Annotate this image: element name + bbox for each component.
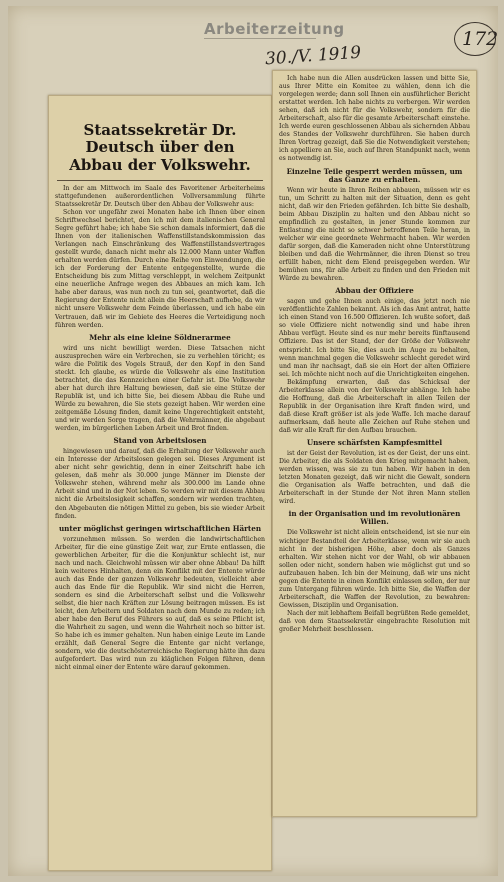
paragraph: sagen und gehe Ihnen auch einige, das jetzt noch nie veröffentlichte Zahlen bekannt. Als ich das Amt antrat, hatte ich einen Stand von 16.500 Offizieren. Ich wußte sofort, daß so viele Offiziere nicht notwendig sind und habe ihren Abbau verfügt. Heute sind es nur mehr bereits fünftausend Offiziere. Das ist der Stand, der der Größe der Volkswehr entspricht. Ich bitte Sie, dies auch im Auge zu behalten, wenn manchmal gegen die Volkswehr schlecht geredet wird und man ihr nachsagt, daß sie ein Hort der alten Offiziere sei. Ich möchte nicht noch auf die Unrichtigkeiten eingehen. xyxy=(279,298,471,378)
left-text-column xyxy=(49,185,271,673)
source-stamp: Arbeiterzeitung xyxy=(204,20,345,38)
stamp-underline xyxy=(204,38,316,39)
paragraph: Die Volkswehr ist nicht allein entscheidend, ist sie nur ein wichtiger Bestandteil der Arbeiterklasse, wenn wir sie auch nicht in der bisherigen Höhe, aber doch als Ganzes erhalten. Wir stehen nicht vor der Wahl, ob wir abbauen sollen oder nicht, sondern haben wie möglichst gut und so aufzubauen haben. Ich bin der Meinung, daß wir uns nicht gegen die Entente in einen Konflikt einlassen sollen, der nur zum Untergang führen würde. Ich bitte Sie, die Waffen der Arbeiterschaft, die Waffen der Revolution, zu bewahren: Gewissen, Disziplin und Organisation. xyxy=(279,529,470,609)
handwritten-date: 30./V. 1919 xyxy=(264,42,362,70)
subheading: Stand von Arbeitslosen xyxy=(113,436,207,446)
paragraph: Nach der mit lebhaftem Beifall begrüßten Rede gemeldet, daß von dem Staatssekretär eingebrachte Resolution mit großer Mehrheit beschlossen. xyxy=(279,609,470,634)
subheading: Einzelne Teile gesperrt werden müssen, um das Ganze zu erhalten. xyxy=(286,166,463,184)
clipping-left-column xyxy=(48,95,272,871)
paragraph: Schon vor ungefähr zwei Monaten habe ich Ihnen über einen Schriftwechsel berichtet, den ich mit dem italienischen General Segre geführt habe; ich habe Sie schon damals informiert, daß die Ihnen von der italienischen Waffenstillstandskommission das Verlangen nach Einschränkung des Waffenstillstandsvertrages gestellt wurde, danach nicht mehr als 12.000 Mann unter Waffen erhalten werden dürfen. Durch eine Reihe von Einwendungen, die ich der Forderung der Entente entgegenstellte, wurde die Entscheidung bis zum Mittag verschleppt, in welchem Zeitpunkt eine neuerliche Anfrage wegen des Abbaues an mich kam. Ich habe aber daraus, was nun noch zu tun sei, geantwortet, daß die Regierung der Entente nicht allein die Heerschaft aufhebe, da wir nicht unsere Volkswehr dem Feinde überlassen, und ich habe ein Vertrauen, daß wir im Gebiete des Heeres die Verteidigung noch führen werden. xyxy=(55,208,265,329)
paragraph: Ich habe nun die Allen ausdrücken lassen und bitte Sie, aus Ihrer Mitte ein Komitee zu wählen, denn ich die vorgelegen werde; dann soll Ihnen ein ausführlicher Bericht erstattet werden. Ich habe nichts zu verbergen. Wir werden sehen, daß ich nicht für die Volkswehr, sondern für die Arbeiterschaft, also für die gesamte Arbeiterschaft einstehe. Ich werde euren geschlossenen Abbau als sichernden Abbau des Standes der Volkswehr durchführen. Sie haben durch Ihren Vortrag gezeigt, daß Sie die Notwendigkeit verstehen; ich appelliere an Sie, auch auf Ihren Standpunkt nach, wenn es notwendig ist. xyxy=(279,75,470,163)
subheading: in der Organisation und im revolutionären Willen. xyxy=(288,509,461,527)
article-headline: Staatssekretär Dr. Deutsch über den Abbau der Volkswehr. xyxy=(69,121,251,174)
subheading: Mehr als eine kleine Söldnerarmee xyxy=(89,332,231,342)
subheading: unter möglichst geringen wirtschaftlichen Härten xyxy=(58,523,262,533)
paragraph: hingewiesen und darauf, daß die Erhaltung der Volkswehr auch ein Interesse der Arbeitslosen gelegen sei. Dieses Argument ist aber nicht sehr gewichtig, denn in einer Zeitschrift habe ich gelesen, daß mehr als 30.000 junge Männer im Dienste der Volkswehr stehen, während mehr als 300.000 im Lande ohne Arbeit sind und in der Not leben. So werden wir mit diesem Abbau nicht die Arbeitslosigkeit schaffen, sondern wir werden trachten, den Abgebauten die nötigen Mittel zu geben, bis sie wieder Arbeit finden. xyxy=(55,448,265,520)
folio-number: 172 xyxy=(462,28,499,50)
paragraph: vorzunehmen müssen. So werden die landwirtschaftlichen Arbeiter, für die eine günstige Zeit war, zur Ernte entlassen, die gewerblichen Arbeiter, für die die Konjunktur schlecht ist, nur nach und nach. Gleichwohl müssen wir aber ohne Abbau! Da hilft kein weiteres Hinhalten, denn ein Konflikt mit der Entente würde auch das Ende der ganzen Volkswehr bedeuten, vielleicht aber auch das Ende für die Republik. Wir sind nicht die Herren, sondern es sind die Arbeiterschaft selbst und die Volkswehr selbst, die hier nach Kräften zur Lösung beitragen müssen. Es ist leicht, den Arbeitern und Soldaten nach dem Munde zu reden; ich aber habe den Beruf des Führers so auf, daß es seine Pflicht ist, die Wahrheit zu sagen, und wenn die Wahrheit noch so bitter ist. So habe ich es immer gehalten. Nun haben einige Leute im Lande erzählt, daß General Segre die Entente gar nicht verlange, sondern, wie die deutschösterreichische Regierung hätte ihn dazu aufgefordert. Das wird nun zu kläglichen Folgen führen, denn nicht einmal einer der Entente wäre darauf gekommen. xyxy=(55,535,265,672)
paragraph: wird uns nicht bewilligt werden. Diese Tatsachen nicht auszusprechen wäre ein Verbrechen, sie zu verhehlen töricht; es wäre die Politik des Vogels Strauß, der den Kopf in den Sand steckt. Ich glaube, es würde die Volkswehr als eine Institution betrachtet, die das Kennzeichen einer Gefahr ist. Die Volkswehr aber hat durch ihre Haltung bewiesen, daß sie eine Stütze der Republik ist, und ich bitte Sie, bei diesem Abbau die Ruhe und Würde zu bewahren, die Sie stets gezeigt haben. Wir werden eine zeitgemäße Lösung finden, damit keine Ungerechtigkeit entsteht, und wir werden Sorge tragen, daß die Wehrmänner, die abgebaut werden, im bürgerlichen Leben Arbeit und Brot finden. xyxy=(55,344,265,433)
clipping-right-column xyxy=(272,70,477,817)
headline-rule xyxy=(57,180,263,181)
subheading: Unsere schärfsten Kampfesmittel xyxy=(306,438,443,448)
paragraph: ist der Geist der Revolution, ist es der Geist, der uns eint. Die Arbeiter, die als Soldaten den Krieg mitgemacht haben, werden wissen, was sie zu tun haben. Wir haben in den letzten Monaten gezeigt, daß wir nicht die Gewalt, sondern die Organisation als Waffe betrachten, und daß die Arbeiterschaft in der Stunde der Not ihren Mann stellen wird. xyxy=(279,450,470,506)
paragraph: Bekämpfung erwarten, daß das Schicksal der Arbeiterklasse allein von der Volkswehr abhänge. Ich habe die Hoffnung, daß die Arbeiterschaft in allen Teilen der Republik in der Organisation ihre Kraft finden wird, und daß diese Kraft größer ist als jede Waffe. Ich mache darauf aufmerksam, daß heute alle Zeichen auf Ruhe stehen und daß wir alle Kraft für den Aufbau brauchen. xyxy=(279,378,470,434)
paragraph: Wenn wir heute in Ihren Reihen abbauen, müssen wir es tun, um Schritt zu halten mit der Situation, denn es geht nicht, daß wir den Frieden gefährden. Ich bitte Sie deshalb, beim Abbau Disziplin zu halten und den Abbau nicht so empfindlich zu gestalten, in jener Stunde kommen zur Entlastung die nicht so schwer betroffenen Teile heran, in welcher wir eine geordnete Wehrmacht haben. Wir werden dafür sorgen, daß die Kameraden nicht ohne Unterstützung bleiben und daß die Wehrmänner, die ihren Dienst so treu erfüllt haben, nicht dem Elend preisgegeben werden. Wir bemühen uns, für alle Arbeit zu finden und den Frieden mit Würde zu bewahren. xyxy=(279,186,470,283)
subheading: Abbau der Offiziere xyxy=(335,286,414,296)
right-text-column xyxy=(273,71,476,634)
paragraph: In der am Mittwoch im Saale des Favoritener Arbeiterheims stattgefundenen außerordentlichen Vollversammlung führte Staatssekretär Dr. Deutsch über den Abbau der Volkswehr aus: xyxy=(55,184,265,208)
